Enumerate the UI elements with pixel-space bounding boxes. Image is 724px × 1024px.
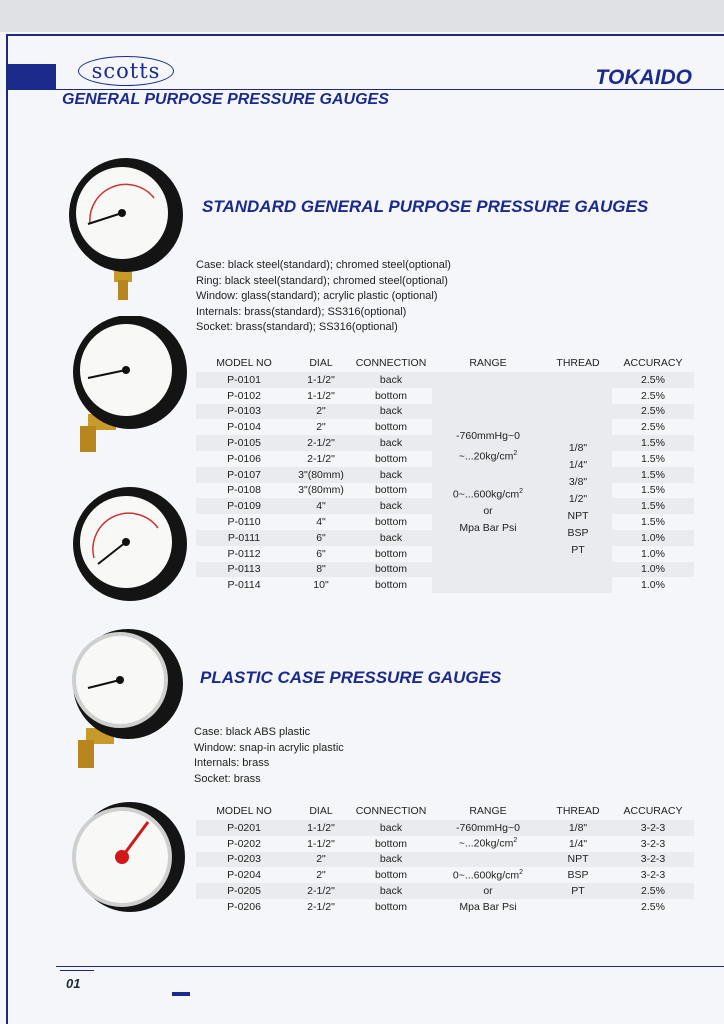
cell-model: P-0109: [196, 498, 292, 514]
cell-model: P-0201: [196, 820, 292, 836]
footer-mark: [172, 992, 190, 996]
page-title: GENERAL PURPOSE PRESSURE GAUGES: [62, 91, 389, 108]
cell-connection: back: [350, 467, 432, 483]
col-accuracy: ACCURACY: [623, 357, 683, 369]
cell-connection: back: [350, 883, 432, 899]
col-connection: CONNECTION: [355, 805, 427, 817]
cell-accuracy: 3-2-3: [612, 852, 694, 868]
thread-line: 1/4": [568, 459, 588, 472]
cell-dial: 4": [292, 498, 350, 514]
col-model: MODEL NO: [216, 357, 272, 369]
top-scan-bar: [0, 0, 724, 32]
cell-dial: 10": [313, 579, 329, 592]
scotts-logo: scotts: [78, 56, 174, 86]
cell-accuracy: 1.5%: [641, 516, 665, 529]
cell-accuracy: 2.5%: [612, 883, 694, 899]
footer-rule: [56, 966, 724, 967]
cell-connection: bottom: [374, 389, 408, 402]
range-line: -760mmHg~0: [456, 430, 520, 443]
cell-model: P-0205: [196, 883, 292, 899]
cell-model: P-0206: [227, 900, 261, 913]
cell-accuracy: 1.5%: [612, 467, 694, 483]
range-line: $\sim...20kg/cm^2$: [458, 450, 518, 463]
cell-dial: 2-1/2": [292, 883, 350, 899]
col-thread: THREAD: [556, 805, 600, 817]
cell-range: -760mmHg~0: [432, 820, 544, 836]
range-line: Mpa Bar Psi: [459, 522, 517, 535]
cell-dial: 2-1/2": [307, 452, 335, 465]
cell-thread: [544, 899, 612, 915]
col-dial: DIAL: [309, 357, 333, 369]
cell-model: P-0202: [227, 837, 261, 850]
cell-connection: bottom: [374, 869, 408, 882]
brand-name: TOKAIDO: [595, 66, 692, 89]
gauge-image-3: [68, 486, 192, 602]
cell-accuracy: 2.5%: [641, 421, 665, 434]
cell-connection: back: [350, 498, 432, 514]
table-row: [196, 372, 694, 388]
spec-socket: Socket: brass(standard); SS316(optional): [196, 321, 398, 333]
cell-dial: 2-1/2": [307, 900, 335, 913]
cell-connection: bottom: [374, 579, 408, 592]
cell-connection: back: [350, 530, 432, 546]
thread-cell: [544, 372, 612, 593]
cell-dial: 1-1/2": [292, 372, 350, 388]
cell-accuracy: 2.5%: [612, 372, 694, 388]
cell-dial: 4": [316, 516, 326, 529]
header-tab-block: [8, 64, 56, 90]
cell-accuracy: 3-2-3: [612, 820, 694, 836]
section2-specs: [194, 725, 344, 787]
cell-accuracy: 1.0%: [612, 562, 694, 578]
spec-window: Window: glass(standard); acrylic plastic (optional): [196, 290, 438, 302]
section2-table: [196, 802, 694, 915]
cell-dial: 2": [316, 869, 326, 882]
gauge-image-4: [66, 628, 190, 773]
cell-connection: back: [350, 852, 432, 868]
cell-dial: 2": [316, 421, 326, 434]
cell-thread: BSP: [567, 869, 589, 882]
cell-connection: back: [350, 435, 432, 451]
gauge-image-1: [68, 158, 190, 308]
cell-accuracy: 2.5%: [641, 389, 665, 402]
cell-connection: back: [350, 372, 432, 388]
cell-model: P-0110: [227, 516, 261, 529]
thread-line: 1/8": [568, 442, 588, 455]
thread-line: BSP: [567, 527, 589, 540]
table-row: [196, 899, 694, 915]
cell-connection: bottom: [374, 516, 408, 529]
range-line: $0\sim...600kg/cm^2$: [452, 487, 524, 501]
cell-range: [432, 852, 544, 868]
cell-connection: back: [350, 820, 432, 836]
col-accuracy: ACCURACY: [623, 805, 683, 817]
cell-connection: back: [350, 404, 432, 420]
gauge-image-2: [68, 316, 190, 461]
cell-model: P-0104: [227, 421, 261, 434]
thread-line: NPT: [567, 510, 589, 523]
cell-dial: 1-1/2": [307, 837, 335, 850]
cell-dial: 1-1/2": [292, 820, 350, 836]
cell-connection: bottom: [374, 452, 408, 465]
cell-model: P-0103: [196, 404, 292, 420]
spec-case: Case: black steel(standard); chromed steel(optional): [196, 259, 451, 271]
cell-connection: bottom: [350, 562, 432, 578]
cell-dial: 3"(80mm): [298, 484, 344, 497]
cell-accuracy: 1.0%: [612, 530, 694, 546]
cell-connection: bottom: [374, 547, 408, 560]
range-line: or: [483, 505, 493, 518]
cell-range: $0\sim...600kg/cm^2$: [452, 869, 524, 882]
table-row: [196, 883, 694, 899]
cell-model: P-0101: [196, 372, 292, 388]
cell-connection: bottom: [374, 900, 408, 913]
spec-ring: Ring: black steel(standard); chromed steel(optional): [196, 274, 448, 287]
thread-line: PT: [571, 544, 585, 557]
cell-range: or: [432, 883, 544, 899]
table-row: [196, 852, 694, 868]
cell-dial: 8": [292, 562, 350, 578]
cell-model: P-0108: [227, 484, 261, 497]
cell-model: P-0112: [227, 547, 261, 560]
cell-model: P-0113: [196, 562, 292, 578]
table-row: [196, 820, 694, 836]
col-range: RANGE: [469, 357, 507, 369]
cell-model: P-0203: [196, 852, 292, 868]
cell-dial: 2-1/2": [292, 435, 350, 451]
spec-case: Case: black ABS plastic: [194, 726, 311, 738]
table-header: [196, 354, 694, 372]
cell-model: P-0114: [227, 579, 261, 592]
cell-dial: 1-1/2": [307, 389, 335, 402]
cell-connection: bottom: [374, 421, 408, 434]
col-connection: CONNECTION: [355, 357, 427, 369]
col-thread: THREAD: [556, 357, 600, 369]
cell-model: P-0106: [227, 452, 261, 465]
cell-accuracy: 1.5%: [641, 484, 665, 497]
cell-model: P-0102: [227, 389, 261, 402]
cell-model: P-0105: [196, 435, 292, 451]
cell-thread: 1/8": [544, 820, 612, 836]
frame-left-rule: [6, 34, 8, 1024]
frame-top-rule: [6, 34, 724, 36]
thread-line: 1/2": [568, 493, 588, 506]
range-cell: [432, 372, 544, 593]
cell-range: Mpa Bar Psi: [459, 900, 517, 913]
cell-thread: NPT: [544, 852, 612, 868]
cell-dial: 2": [292, 852, 350, 868]
col-range: RANGE: [469, 805, 507, 817]
cell-accuracy: 3-2-3: [640, 869, 666, 882]
cell-model: P-0107: [196, 467, 292, 483]
spec-internals: Internals: brass: [194, 757, 270, 769]
gauge-image-5: [68, 800, 190, 916]
cell-thread: 1/4": [568, 837, 588, 850]
cell-accuracy: 1.0%: [641, 579, 665, 592]
cell-dial: 3"(80mm): [292, 467, 350, 483]
cell-dial: 6": [316, 547, 326, 560]
spec-window: Window: snap-in acrylic plastic: [194, 741, 344, 754]
table-row: [196, 836, 694, 852]
cell-accuracy: 1.5%: [612, 435, 694, 451]
section1-specs: [196, 258, 451, 336]
cell-model: P-0204: [227, 869, 261, 882]
cell-connection: bottom: [374, 484, 408, 497]
cell-connection: bottom: [374, 837, 408, 850]
cell-accuracy: 1.0%: [641, 547, 665, 560]
cell-dial: 2": [292, 404, 350, 420]
section2-title: PLASTIC CASE PRESSURE GAUGES: [200, 668, 502, 687]
page-number: 01: [66, 976, 81, 991]
table-row: [196, 867, 694, 883]
spec-socket: Socket: brass: [194, 772, 261, 785]
cell-thread: PT: [544, 883, 612, 899]
col-dial: DIAL: [309, 805, 333, 817]
thread-line: 3/8": [568, 476, 588, 489]
cell-accuracy: 1.5%: [641, 452, 665, 465]
cell-range: $\sim...20kg/cm^2$: [458, 837, 518, 850]
table-header: [196, 802, 694, 820]
cell-dial: 6": [292, 530, 350, 546]
cell-accuracy: 1.5%: [612, 498, 694, 514]
cell-model: P-0111: [196, 530, 292, 546]
section1-title: STANDARD GENERAL PURPOSE PRESSURE GAUGES: [202, 197, 649, 216]
spec-internals: Internals: brass(standard); SS316(optional): [196, 305, 407, 318]
cell-accuracy: 2.5%: [612, 404, 694, 420]
section1-table: [196, 354, 694, 593]
cell-accuracy: 2.5%: [641, 900, 665, 913]
col-model: MODEL NO: [216, 805, 272, 817]
cell-accuracy: 3-2-3: [640, 837, 666, 850]
